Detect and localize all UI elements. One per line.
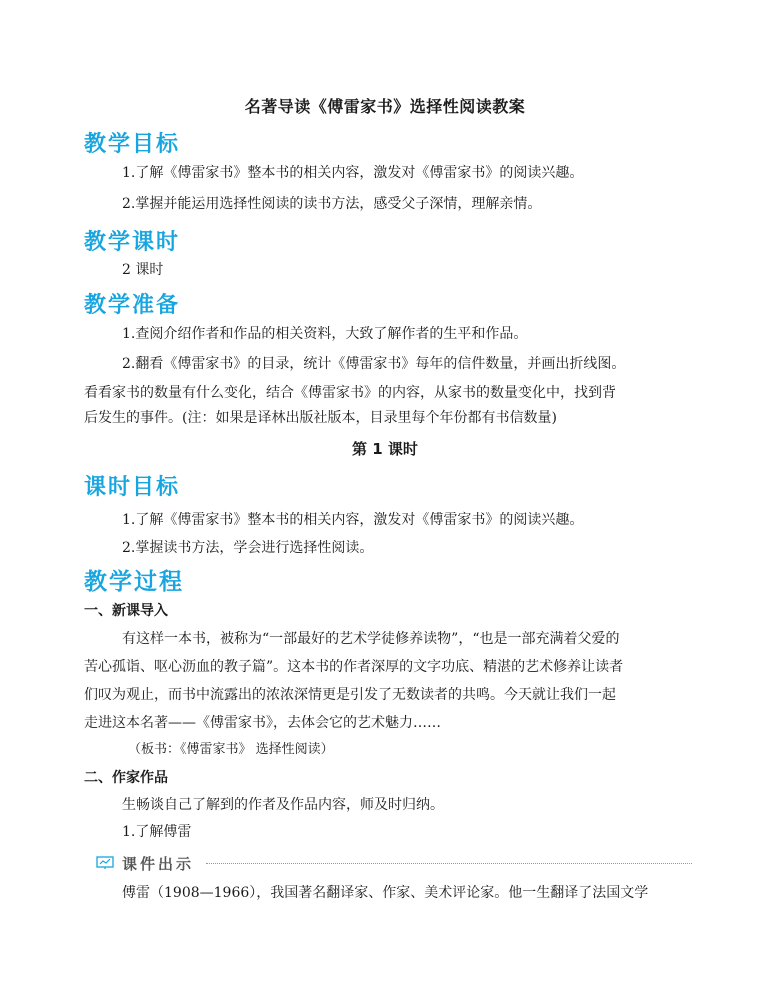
prep-item-2-line-2: 看看家书的数量有什么变化，结合《傅雷家书》的内容，从家书的数量变化中，找到背 bbox=[84, 385, 616, 401]
courseware-label: 课件出示 bbox=[122, 855, 195, 873]
prep-item-1: 1.查阅介绍作者和作品的相关资料，大致了解作者的生平和作品。 bbox=[122, 326, 528, 342]
part-2-text: 生畅谈自己了解到的作者及作品内容，师及时归纳。 bbox=[122, 797, 444, 813]
part-2-sub-item: 1.了解傅雷 bbox=[122, 824, 192, 840]
heading-teaching-prep: 教学准备 bbox=[84, 293, 181, 318]
goal-item-1: 1.了解《傅雷家书》整本书的相关内容，激发对《傅雷家书》的阅读兴趣。 bbox=[122, 165, 584, 181]
board-note: （板书：《傅雷家书》 选择性阅读） bbox=[128, 742, 334, 757]
presentation-icon bbox=[96, 855, 114, 869]
intro-line-4: 走进这本名著——《傅雷家书》，去体会它的艺术魅力…… bbox=[84, 715, 441, 731]
intro-line-1: 有这样一本书，被称为“一部最好的艺术学徒修养读物”，“也是一部充满着父爱的 bbox=[122, 631, 620, 647]
heading-teaching-process: 教学过程 bbox=[84, 569, 184, 595]
fu-lei-intro-line: 傅雷（1908—1966），我国著名翻译家、作家、美术评论家。他一生翻译了法国文学 bbox=[122, 885, 649, 901]
heading-lesson-goals: 课时目标 bbox=[84, 475, 181, 500]
prep-item-2-line-1: 2.翻看《傅雷家书》的目录，统计《傅雷家书》每年的信件数量，并画出折线图。 bbox=[122, 356, 626, 372]
heading-teaching-goals: 教学目标 bbox=[84, 132, 181, 157]
prep-item-2-line-3: 后发生的事件。(注：如果是译林出版社版本，目录里每个年份都有书信数量) bbox=[84, 410, 557, 426]
goal-item-2: 2.掌握并能运用选择性阅读的读书方法，感受父子深情，理解亲情。 bbox=[122, 196, 542, 212]
dotted-divider bbox=[206, 863, 692, 864]
lesson-goal-item-2: 2.掌握读书方法，学会进行选择性阅读。 bbox=[122, 540, 374, 556]
courseware-banner bbox=[96, 853, 692, 873]
lesson-1-title: 第 1 课时 bbox=[352, 440, 418, 458]
hours-text: 2 课时 bbox=[122, 262, 164, 278]
intro-line-3: 们叹为观止，而书中流露出的浓浓深情更是引发了无数读者的共鸣。今天就让我们一起 bbox=[84, 687, 616, 703]
intro-line-2: 苦心孤诣、呕心沥血的教子篇”。这本书的作者深厚的文字功底、精湛的艺术修养让读者 bbox=[84, 659, 624, 675]
process-part-2-title: 二、作家作品 bbox=[84, 770, 168, 786]
process-part-1-title: 一、新课导入 bbox=[84, 603, 168, 619]
lesson-goal-item-1: 1.了解《傅雷家书》整本书的相关内容，激发对《傅雷家书》的阅读兴趣。 bbox=[122, 512, 584, 528]
document-title: 名著导读《傅雷家书》选择性阅读教案 bbox=[244, 97, 526, 116]
heading-teaching-hours: 教学课时 bbox=[84, 230, 181, 255]
